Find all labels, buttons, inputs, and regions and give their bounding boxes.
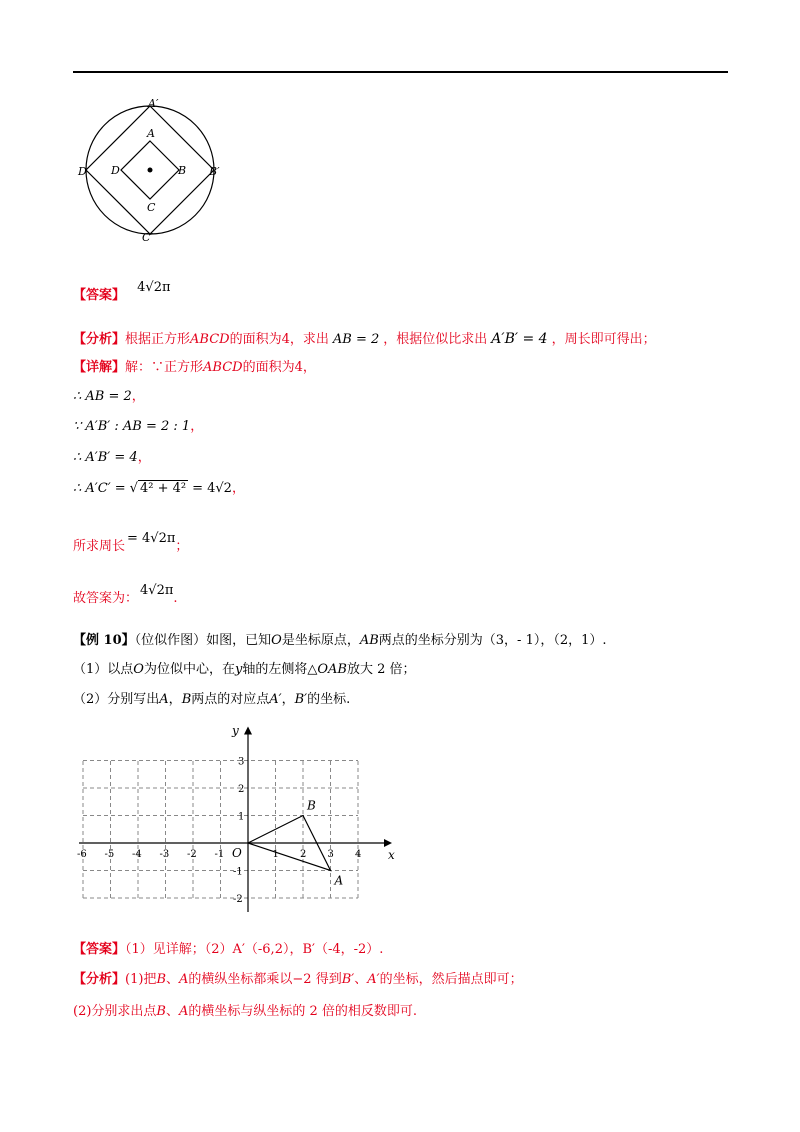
text: ，周长即可得出； <box>551 332 656 347</box>
answer-2 <box>73 941 383 959</box>
text: B <box>181 692 192 707</box>
x-tick-label: -4 <box>132 849 142 860</box>
text: B <box>156 1004 166 1019</box>
x-axis-arrow <box>384 839 392 847</box>
label-b: B <box>178 164 187 177</box>
analysis-1 <box>73 330 656 349</box>
radicand: 4² + 4² <box>139 481 187 496</box>
text: B <box>156 972 166 987</box>
text: 的坐标，然后描点即可； <box>379 972 523 987</box>
text: y <box>234 662 243 677</box>
text: ， <box>168 692 182 707</box>
analysis-tag: 【分析】 <box>73 332 126 347</box>
text: B′ <box>341 972 355 987</box>
text: 的横坐标与纵坐标的 2 倍的相反数即可. <box>188 1004 418 1019</box>
point-label-b: B <box>307 798 316 813</box>
point-label-a: A <box>334 873 344 888</box>
text: 、 <box>165 1004 179 1019</box>
x-axis-label: x <box>388 848 395 862</box>
text: ， <box>131 389 145 404</box>
x-tick-label: -3 <box>159 849 170 860</box>
analysis-tag: 【分析】 <box>73 972 126 987</box>
example-tag: 【例 10】 <box>73 633 135 648</box>
text: 两点的对应点 <box>191 692 270 707</box>
equation: AB = 2 <box>332 332 380 347</box>
text: (2)分别求出点 <box>73 1004 157 1019</box>
answer-tag: 【答案】 <box>73 288 126 303</box>
text: 放大 2 倍； <box>346 662 416 677</box>
equation: 4√2π <box>140 583 174 598</box>
label-c-prime: C′ <box>142 231 153 244</box>
equation: A′B′ = 4 <box>491 331 548 347</box>
text: ， <box>231 481 245 496</box>
text: 为位似中心，在 <box>143 662 235 677</box>
equation: ∴ AB = 2 <box>73 389 132 404</box>
y-tick-label: -2 <box>233 894 243 905</box>
text: O <box>133 662 144 677</box>
y-tick-label: 3 <box>238 756 245 768</box>
text: 轴的左侧将△ <box>242 662 318 677</box>
top-rule <box>73 71 728 73</box>
question-1 <box>73 661 415 679</box>
text: 的面积为 <box>242 360 295 375</box>
text: A <box>179 1004 189 1019</box>
text: ，根据位似比求出 <box>383 332 488 347</box>
answer-1 <box>73 280 171 305</box>
text: A <box>179 972 189 987</box>
label-a: A <box>147 127 155 140</box>
text: ， <box>190 419 204 434</box>
coordinate-grid-chart <box>78 715 398 915</box>
y-tick-label: -1 <box>233 866 243 878</box>
step-3 <box>73 449 151 467</box>
y-tick-label: 2 <box>238 784 245 795</box>
text: 故答案为： <box>73 591 139 606</box>
text: ， <box>137 450 151 465</box>
text: ， <box>302 360 316 375</box>
final-answer-line <box>73 583 178 608</box>
label-b-prime: B′ <box>209 165 220 178</box>
x-tick-label: -1 <box>214 849 225 860</box>
label-c: C <box>147 201 156 214</box>
analysis-2-line-1 <box>73 971 523 989</box>
text: A <box>159 692 169 707</box>
equation: = 4√2 <box>192 481 232 496</box>
text: A′ <box>367 972 380 987</box>
text: OAB <box>317 662 347 677</box>
text: A′ <box>269 692 282 707</box>
text: 的横纵坐标都乘以−2 得到 <box>188 972 342 987</box>
y-tick-label: 1 <box>238 811 245 823</box>
label-d-prime: D′ <box>78 165 90 178</box>
text: 是坐标原点， <box>281 633 360 648</box>
x-tick-label: -2 <box>187 849 197 860</box>
text: 所求周长 <box>73 539 126 554</box>
equation: ∴ A′C′ = <box>73 481 126 496</box>
text: . <box>173 591 178 606</box>
text: ； <box>175 539 189 554</box>
y-axis-arrow <box>244 727 252 735</box>
y-axis-label: y <box>232 723 239 738</box>
label-d: D <box>111 164 120 177</box>
origin-label: O <box>232 846 242 860</box>
text: (1)把 <box>125 972 157 987</box>
text: （1）见详解；（2）A′（-6,2），B′（-4，-2）. <box>125 942 384 957</box>
detail-tag: 【详解】 <box>73 360 126 375</box>
text: O <box>271 633 282 648</box>
equation: = 4√2π <box>127 531 176 546</box>
text: AB <box>359 633 379 648</box>
text: 4 <box>281 332 290 347</box>
analysis-2-line-2 <box>73 1003 417 1021</box>
text: 根据正方形 <box>125 332 191 347</box>
text: （2）分别写出 <box>73 692 160 707</box>
text: B′ <box>294 692 308 707</box>
text: 两点的坐标分别为（3，- 1），（2，1）. <box>378 633 607 648</box>
text: 解：∵正方形 <box>125 360 204 375</box>
text: （1）以点 <box>73 662 134 677</box>
text: 、 <box>354 972 368 987</box>
text: （位似作图）如图，已知 <box>134 633 272 648</box>
text: ABCD <box>190 332 230 347</box>
text: 、 <box>166 972 180 987</box>
x-tick-label: -5 <box>104 849 115 860</box>
x-tick-label: 3 <box>327 849 334 860</box>
step-2 <box>73 418 203 436</box>
equation: ∴ A′B′ = 4 <box>73 450 138 465</box>
step-1 <box>73 388 145 406</box>
text: ， <box>281 692 295 707</box>
answer-tag: 【答案】 <box>73 942 126 957</box>
perimeter-line <box>73 531 189 556</box>
figure-circle-squares <box>78 95 238 245</box>
example-10-title <box>73 632 607 650</box>
x-tick-label: -6 <box>77 849 87 860</box>
text: 4 <box>294 360 303 375</box>
question-2 <box>73 691 350 709</box>
x-tick-label: 4 <box>355 849 362 860</box>
equation: ∵ A′B′ : AB = 2 : 1 <box>73 419 191 434</box>
x-tick-label: 1 <box>272 849 279 860</box>
x-tick-label: 2 <box>300 849 307 860</box>
text: ，求出 <box>289 332 329 347</box>
text: 的坐标. <box>307 692 351 707</box>
label-a-prime: A′ <box>148 97 159 110</box>
answer-value: 4√2π <box>137 280 171 295</box>
center-point <box>148 168 153 173</box>
text: 的面积为 <box>229 332 282 347</box>
text: ABCD <box>203 360 243 375</box>
step-4: ∴ A′C′ = √ 4² + 4² = 4√2， <box>73 481 245 496</box>
detail-1 <box>73 359 316 377</box>
